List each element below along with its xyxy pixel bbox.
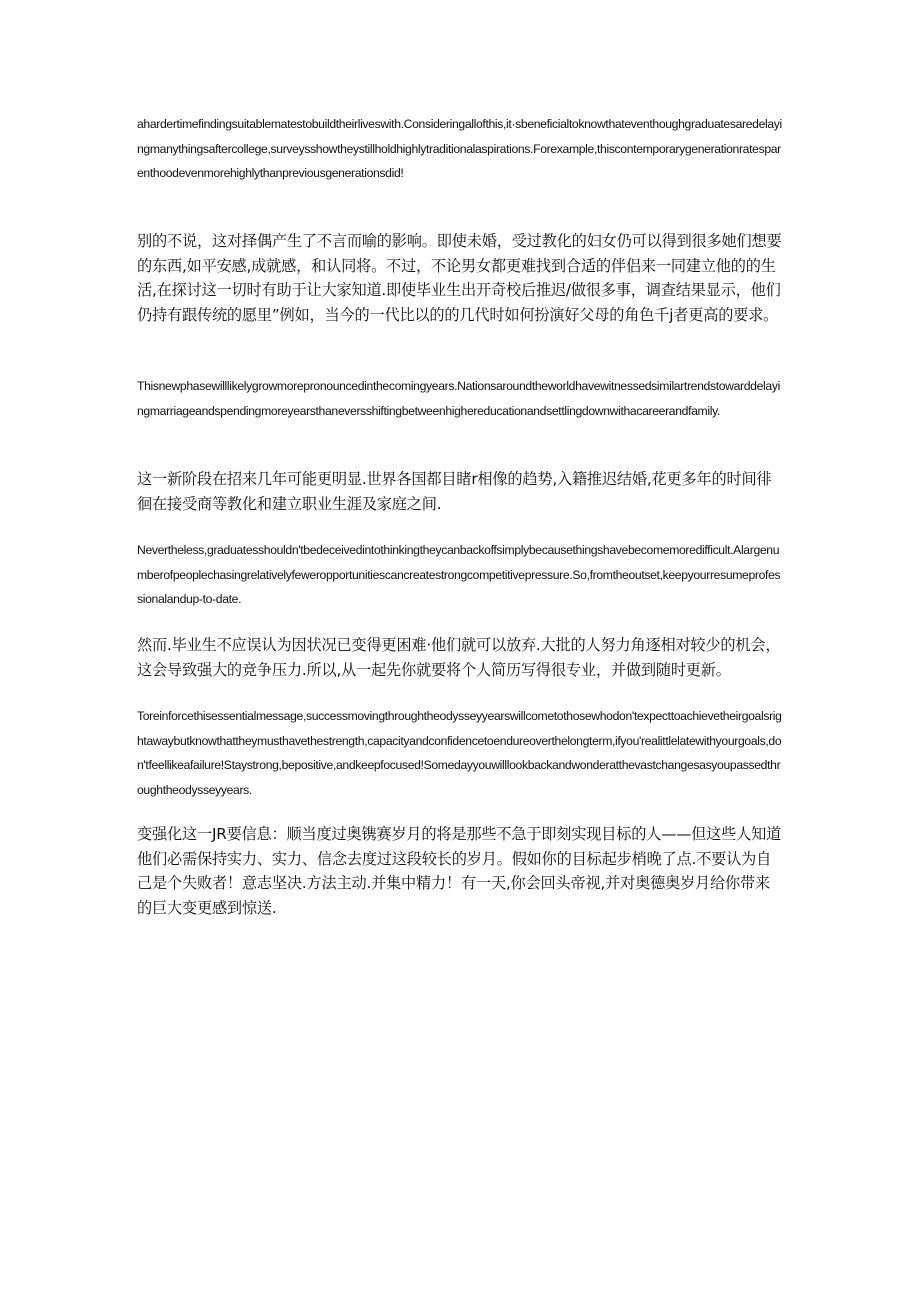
- chinese-paragraph-4: 变强化这一JR要信息：顺当度过奥镌赛岁月的将是那些不急于即刻实现目标的人——但这些人知道他们必需保持实力、实力、信念去度过这段较长的岁月。假如你的目标起步梢晚了点.不要认为自己是个失败者！意志坚决.方法主动.并集中精力！有一天,你会回头帝视,并对奥德奥岁月给你带来的巨大变更感到惊送.: [137, 825, 782, 917]
- english-paragraph-2: Thisnewphasewilllikelygrowmorepronouncedinthecomingyears.Nationsaroundtheworldhavewitnessedsimilartrendstowarddelayingmarriageandspendingmoreyearsthaneversshiftingbetweenhighereducationandsettlingdownwithacareerandfamily.: [137, 379, 780, 418]
- english-paragraph-3: Nevertheless,graduatesshouldn'tbedeceivedintothinkingtheycanbackoffsimplybecausethingshavebecomemoredifficult.Alargenumberofpeoplechasingrelativelyfeweropportunitiescancreatestrongcompetitivepressure.So,fromtheoutset,keepyourresumeprofessionalandup-to-date.: [137, 543, 781, 606]
- chinese-paragraph-2: 这一新阶段在招来几年可能更明显.世界各国都目睹r相像的趋势,入籍推迟结婚,花更多年的时间徘徊在接受商等教化和建立职业生涯及家庭之间.: [137, 470, 772, 513]
- english-paragraph-4: Toreinforcethisessentialmessage,successmovingthroughtheodysseyyearswillcometothosewhodon'texpecttoachievetheirgoalsrightawaybutknowthattheymusthavethestrength,capacityandconfidencetoendureoverthelongterm,ifyou'realittlelatewithyourgoals,don'tfeellikeafailure!Staystrong,bepositive,andkeepfocused!Somedayyouwilllookbackandwonderatthevastchangesasyoupassedthroughtheodysseyyears.: [137, 709, 782, 797]
- chinese-paragraph-3: 然而.毕业生不应误认为因状况已变得更困难·他们就可以放弃.大批的人努力角逐相对较少的机会，这会导致强大的竞争压力.所以,从一起先你就要将个人简历写得很专业，并做到随时更新。: [137, 636, 781, 679]
- english-paragraph-1: ahardertimefindingsuitablematestobuildtheirliveswith.Consideringallofthis,it·sbeneficialtoknowthateventhoughgraduatesaredelayingmanythingsaftercollege,surveysshowtheystillholdhighlytraditionalaspirations.Forexample,thiscontemporarygenerationratesparenthoodevenmorehighlythanpreviousgenerationsdid!: [137, 117, 782, 180]
- chinese-paragraph-1: 别的不说，这对择偶产生了不言而喻的影响。即使未婚，受过教化的妇女仍可以得到很多她们想要的东西,如平安感,成就感，和认同将。不过，不论男女都更难找到合适的伴侣来一同建立他的的生活,在探讨这一切时有助于让大家知道.即使毕业生出开奇校后推迟/做很多事，调查结果显示，他们仍持有跟传统的愿里”例如，当今的一代比以的的几代时如何扮演好父母的角色千j者更高的要求。: [137, 232, 782, 324]
